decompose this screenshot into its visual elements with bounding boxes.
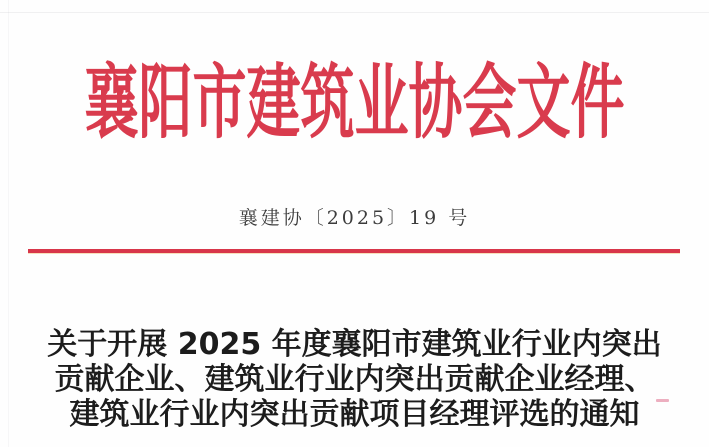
org-title — [0, 36, 709, 156]
subject-title-line-3: 建筑业行业内突出贡献项目经理评选的通知 — [69, 397, 640, 432]
org-title-text: 襄阳市建筑业协会文件 — [84, 53, 625, 150]
scan-artifact-top-line — [0, 12, 709, 13]
scan-artifact-left-line — [8, 0, 9, 447]
scan-artifact-pink-dash — [656, 399, 669, 402]
doc-number: 襄建协〔2025〕19 号 — [238, 207, 471, 229]
subject-title-line-1: 关于开展 2025 年度襄阳市建筑业行业内突出 — [47, 327, 662, 362]
subject-title-line-2: 贡献企业、建筑业行业内突出贡献企业经理、 — [54, 362, 655, 397]
subject-title — [0, 327, 709, 432]
red-separator-line — [28, 249, 680, 253]
